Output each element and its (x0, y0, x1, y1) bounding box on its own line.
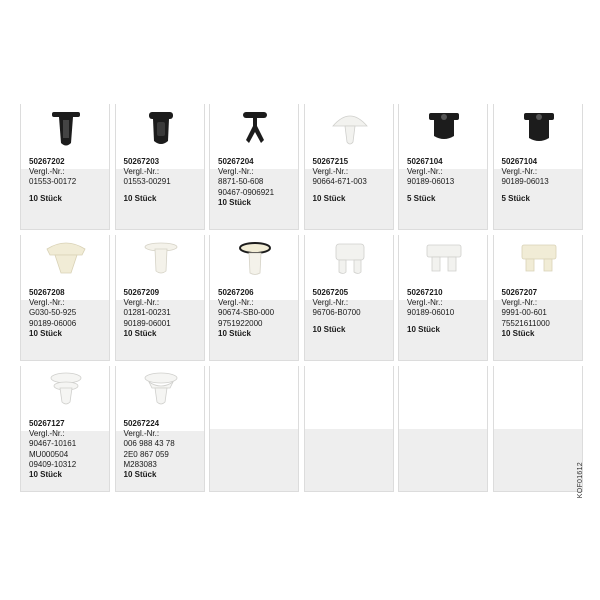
compare-number: 006 988 43 78 (123, 439, 175, 449)
article-number: 50267202 (29, 157, 65, 166)
compare-number: 01553-00291 (123, 177, 171, 187)
card-text (124, 419, 202, 480)
compare-number: 90189-06001 (123, 318, 171, 328)
article-number: 50267206 (218, 288, 254, 297)
quantity-label: 10 Stück (407, 324, 440, 334)
white-mushroom-clip-icon (305, 104, 395, 154)
article-number: 50267224 (123, 419, 160, 428)
card-text (124, 157, 202, 204)
card-text (502, 288, 580, 339)
compare-label: Vergl.-Nr.: (29, 429, 65, 439)
white-square-clip-icon (399, 235, 489, 285)
article-number: 50267104 (407, 157, 443, 166)
card-text (313, 288, 391, 335)
product-card (398, 104, 488, 230)
article-number: 50267208 (29, 288, 65, 297)
compare-number: 8871-50-608 (218, 177, 264, 187)
compare-number: M283083 (123, 459, 157, 469)
article-number: 50267215 (312, 157, 349, 166)
black-screw-a-clip-icon (399, 104, 489, 154)
compare-label: Vergl.-Nr.: (312, 298, 349, 308)
compare-label: Vergl.-Nr.: (407, 298, 443, 308)
black-pin-a-clip-icon (21, 104, 111, 154)
card-info-panel (210, 429, 298, 491)
quantity-label: 10 Stück (123, 470, 157, 480)
product-card (209, 235, 299, 361)
compare-label: Vergl.-Nr.: (29, 298, 65, 308)
card-text (407, 157, 485, 204)
black-fork-clip-icon (210, 104, 300, 154)
compare-label: Vergl.-Nr.: (123, 167, 160, 177)
cream-cone-clip-icon (21, 235, 111, 285)
black-screw-b-clip-icon (494, 104, 584, 154)
card-text (29, 157, 107, 204)
product-card (20, 366, 110, 492)
compare-number: 09409-10312 (29, 459, 77, 469)
cream-ring-clip-icon (210, 235, 300, 285)
article-number: 50267203 (123, 157, 160, 166)
empty-card (304, 366, 394, 492)
quantity-label: 10 Stück (312, 193, 346, 203)
quantity-label: 10 Stück (312, 324, 346, 334)
product-card (115, 104, 205, 230)
article-number: 50267209 (123, 288, 160, 297)
quantity-label: 10 Stück (29, 470, 62, 480)
catalog-code: KOF01612 (577, 462, 584, 499)
compare-label: Vergl.-Nr.: (501, 167, 538, 177)
white-block-clip-icon (305, 235, 395, 285)
product-card (398, 235, 488, 361)
product-card (20, 104, 110, 230)
quantity-label: 10 Stück (218, 197, 251, 207)
quantity-label: 10 Stück (29, 328, 62, 338)
card-text (218, 157, 296, 208)
quantity-label: 5 Stück (407, 193, 436, 203)
compare-number: 90467-10161 (29, 439, 77, 449)
compare-number: 2E0 867 059 (123, 449, 169, 459)
white-tree-b-clip-icon (116, 366, 206, 416)
card-info-panel (399, 429, 487, 491)
product-card (493, 235, 583, 361)
compare-number: MU000504 (29, 449, 69, 459)
compare-number: G030-50-925 (29, 308, 77, 318)
compare-number: 75521611000 (501, 318, 550, 328)
quantity-label: 5 Stück (501, 193, 530, 203)
article-number: 50267204 (218, 157, 254, 166)
card-text (29, 288, 107, 339)
empty-card (493, 366, 583, 492)
product-card (115, 235, 205, 361)
compare-number: 9991-00-601 (501, 308, 547, 318)
black-pin-b-clip-icon (116, 104, 206, 154)
card-text (407, 288, 485, 335)
article-number: 50267205 (312, 288, 349, 297)
compare-number: 90189-06013 (501, 177, 549, 187)
article-number: 50267207 (501, 288, 538, 297)
compare-number: 01281-00231 (123, 308, 171, 318)
compare-label: Vergl.-Nr.: (218, 298, 254, 308)
cream-pin-clip-icon (116, 235, 206, 285)
compare-label: Vergl.-Nr.: (123, 429, 160, 439)
card-info-panel (494, 429, 582, 491)
empty-card (209, 366, 299, 492)
card-text (29, 419, 107, 480)
compare-number: 90189-06010 (407, 308, 455, 318)
card-text (124, 288, 202, 339)
compare-label: Vergl.-Nr.: (218, 167, 254, 177)
compare-number: 90189-06013 (407, 177, 455, 187)
card-text (313, 157, 391, 204)
card-text (502, 157, 580, 204)
product-card (20, 235, 110, 361)
white-tree-clip-icon (21, 366, 111, 416)
quantity-label: 10 Stück (123, 193, 157, 203)
compare-number: 9751922000 (218, 318, 263, 328)
compare-number: 90664-671-003 (312, 177, 367, 187)
compare-number: 01553-00172 (29, 177, 77, 187)
article-number: 50267104 (501, 157, 538, 166)
product-card (304, 104, 394, 230)
compare-label: Vergl.-Nr.: (407, 167, 443, 177)
catalog-grid (20, 104, 583, 492)
quantity-label: 10 Stück (123, 328, 157, 338)
article-number: 50267210 (407, 288, 443, 297)
product-card (493, 104, 583, 230)
product-card (209, 104, 299, 230)
cream-block-clip-icon (494, 235, 584, 285)
compare-number: 96706-B0700 (312, 308, 361, 318)
compare-number: 90467-0906921 (218, 187, 275, 197)
quantity-label: 10 Stück (501, 328, 535, 338)
article-number: 50267127 (29, 419, 65, 428)
product-card (304, 235, 394, 361)
card-text (218, 288, 296, 339)
quantity-label: 10 Stück (218, 328, 251, 338)
compare-number: 90674-SB0-000 (218, 308, 275, 318)
compare-number: 90189-06006 (29, 318, 77, 328)
compare-label: Vergl.-Nr.: (123, 298, 160, 308)
compare-label: Vergl.-Nr.: (312, 167, 349, 177)
product-card (115, 366, 205, 492)
quantity-label: 10 Stück (29, 193, 62, 203)
empty-card (398, 366, 488, 492)
compare-label: Vergl.-Nr.: (29, 167, 65, 177)
card-info-panel (305, 429, 393, 491)
compare-label: Vergl.-Nr.: (501, 298, 538, 308)
